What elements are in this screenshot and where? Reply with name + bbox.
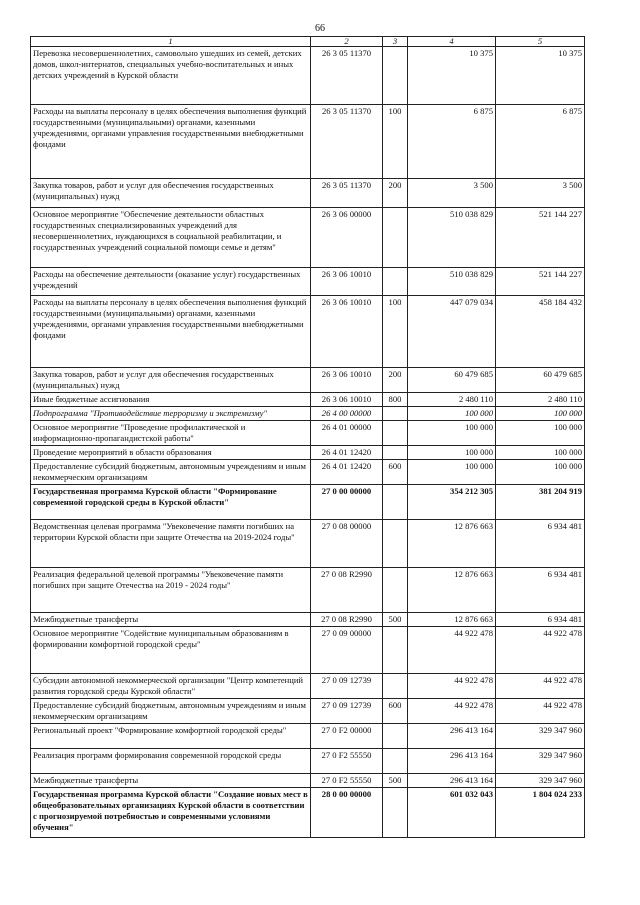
header-col-2: 2 (311, 37, 383, 47)
table-row (31, 368, 585, 393)
row-expense-type: 800 (383, 393, 408, 407)
table-row (31, 421, 585, 446)
row-name: Государственная программа Курской области "Создание новых мест в общеобразовательных организациях Курской области в соответствии с прогнозируемой потребностью и современными условиями обучения" (31, 788, 311, 838)
row-amount-year-2: 44 922 478 (496, 699, 585, 724)
row-name: Региональный проект "Формирование комфортной городской среды" (31, 724, 311, 749)
row-amount-year-1: 354 212 305 (408, 485, 496, 520)
row-code: 26 3 05 11370 (311, 47, 383, 105)
row-amount-year-2: 6 875 (496, 105, 585, 179)
row-amount-year-2: 458 184 432 (496, 296, 585, 368)
row-name: Закупка товаров, работ и услуг для обеспечения государственных (муниципальных) нужд (31, 368, 311, 393)
row-expense-type: 100 (383, 105, 408, 179)
row-expense-type (383, 407, 408, 421)
row-amount-year-1: 12 876 663 (408, 568, 496, 613)
row-amount-year-1: 44 922 478 (408, 699, 496, 724)
row-code: 26 4 01 12420 (311, 460, 383, 485)
row-code: 26 4 00 00000 (311, 407, 383, 421)
row-code: 26 3 06 10010 (311, 368, 383, 393)
table-row (31, 774, 585, 788)
row-expense-type: 600 (383, 699, 408, 724)
row-amount-year-1: 2 480 110 (408, 393, 496, 407)
header-col-4: 4 (408, 37, 496, 47)
row-expense-type: 200 (383, 368, 408, 393)
row-code: 26 3 05 11370 (311, 179, 383, 208)
row-amount-year-2: 329 347 960 (496, 774, 585, 788)
row-name: Основное мероприятие "Проведение профилактической и информационно-пропагандистской работы" (31, 421, 311, 446)
row-expense-type (383, 788, 408, 838)
row-amount-year-2: 1 804 024 233 (496, 788, 585, 838)
row-expense-type (383, 627, 408, 674)
row-amount-year-2: 44 922 478 (496, 674, 585, 699)
row-amount-year-2: 2 480 110 (496, 393, 585, 407)
row-code: 26 3 06 10010 (311, 268, 383, 296)
table-row (31, 699, 585, 724)
row-amount-year-2: 100 000 (496, 407, 585, 421)
row-code: 27 0 09 12739 (311, 699, 383, 724)
row-amount-year-2: 521 144 227 (496, 268, 585, 296)
row-code: 26 3 06 00000 (311, 208, 383, 268)
row-code: 27 0 F2 55550 (311, 774, 383, 788)
row-amount-year-1: 60 479 685 (408, 368, 496, 393)
row-expense-type: 100 (383, 296, 408, 368)
row-amount-year-1: 296 413 164 (408, 749, 496, 774)
row-amount-year-2: 100 000 (496, 421, 585, 446)
row-code: 27 0 08 00000 (311, 520, 383, 568)
row-amount-year-2: 381 204 919 (496, 485, 585, 520)
row-amount-year-1: 10 375 (408, 47, 496, 105)
row-expense-type: 500 (383, 774, 408, 788)
row-amount-year-2: 329 347 960 (496, 724, 585, 749)
row-name: Расходы на выплаты персоналу в целях обеспечения выполнения функций государственными (муниципальными) органами, казенными учреждениями, органами управления государственными внебюджетными фондами (31, 296, 311, 368)
header-col-1: 1 (31, 37, 311, 47)
row-amount-year-2: 329 347 960 (496, 749, 585, 774)
row-name: Предоставление субсидий бюджетным, автономным учреждениям и иным некоммерческим организациям (31, 699, 311, 724)
table-row (31, 485, 585, 520)
row-amount-year-2: 44 922 478 (496, 627, 585, 674)
page-number: 66 (315, 23, 325, 34)
row-name: Проведение мероприятий в области образования (31, 446, 311, 460)
row-amount-year-1: 296 413 164 (408, 724, 496, 749)
row-name: Иные бюджетные ассигнования (31, 393, 311, 407)
header-col-5: 5 (496, 37, 585, 47)
header-row (31, 37, 585, 47)
table-row (31, 788, 585, 838)
row-name: Расходы на выплаты персоналу в целях обеспечения выполнения функций государственными (муниципальными) органами, казенными учреждениями, органами управления государственными внебюджетными фондами (31, 105, 311, 179)
row-amount-year-2: 521 144 227 (496, 208, 585, 268)
row-amount-year-1: 3 500 (408, 179, 496, 208)
row-amount-year-2: 3 500 (496, 179, 585, 208)
row-expense-type (383, 208, 408, 268)
row-amount-year-2: 100 000 (496, 460, 585, 485)
row-code: 27 0 08 R2990 (311, 613, 383, 627)
row-expense-type (383, 674, 408, 699)
row-name: Предоставление субсидий бюджетным, автономным учреждениям и иным некоммерческим организациям (31, 460, 311, 485)
table-row (31, 520, 585, 568)
row-code: 26 4 01 00000 (311, 421, 383, 446)
table-row (31, 393, 585, 407)
row-expense-type (383, 568, 408, 613)
row-amount-year-1: 12 876 663 (408, 613, 496, 627)
row-amount-year-1: 6 875 (408, 105, 496, 179)
row-code: 26 4 01 12420 (311, 446, 383, 460)
row-name: Межбюджетные трансферты (31, 774, 311, 788)
row-amount-year-1: 510 038 829 (408, 268, 496, 296)
row-name: Государственная программа Курской области "Формирование современной городской среды в Курской области" (31, 485, 311, 520)
row-amount-year-1: 100 000 (408, 407, 496, 421)
table-row (31, 179, 585, 208)
table-row (31, 446, 585, 460)
table-row (31, 47, 585, 105)
row-expense-type: 200 (383, 179, 408, 208)
table-row (31, 568, 585, 613)
row-amount-year-1: 296 413 164 (408, 774, 496, 788)
row-amount-year-1: 447 079 034 (408, 296, 496, 368)
table-row (31, 627, 585, 674)
row-amount-year-2: 60 479 685 (496, 368, 585, 393)
row-amount-year-1: 44 922 478 (408, 674, 496, 699)
row-code: 27 0 F2 00000 (311, 724, 383, 749)
row-amount-year-1: 100 000 (408, 446, 496, 460)
row-expense-type: 600 (383, 460, 408, 485)
row-code: 27 0 09 12739 (311, 674, 383, 699)
row-code: 28 0 00 00000 (311, 788, 383, 838)
row-code: 26 3 06 10010 (311, 393, 383, 407)
row-expense-type (383, 446, 408, 460)
row-amount-year-1: 100 000 (408, 460, 496, 485)
row-name: Межбюджетные трансферты (31, 613, 311, 627)
table-row (31, 460, 585, 485)
table-row (31, 613, 585, 627)
row-name: Субсидии автономной некоммерческой организации "Центр компетенций развития городской среды Курской области" (31, 674, 311, 699)
row-code: 26 3 06 10010 (311, 296, 383, 368)
row-name: Закупка товаров, работ и услуг для обеспечения государственных (муниципальных) нужд (31, 179, 311, 208)
row-expense-type (383, 724, 408, 749)
row-name: Основное мероприятие "Содействие муниципальным образованиям в формировании комфортной городской среды" (31, 627, 311, 674)
table-row (31, 749, 585, 774)
row-code: 27 0 08 R2990 (311, 568, 383, 613)
row-amount-year-1: 44 922 478 (408, 627, 496, 674)
table-row (31, 674, 585, 699)
row-code: 26 3 05 11370 (311, 105, 383, 179)
table-row (31, 268, 585, 296)
row-name: Реализация программ формирования современной городской среды (31, 749, 311, 774)
row-expense-type: 500 (383, 613, 408, 627)
row-amount-year-2: 6 934 481 (496, 568, 585, 613)
row-amount-year-2: 6 934 481 (496, 613, 585, 627)
row-expense-type (383, 749, 408, 774)
row-expense-type (383, 520, 408, 568)
row-name: Подпрограмма "Противодействие терроризму и экстремизму" (31, 407, 311, 421)
row-name: Перевозка несовершеннолетних, самовольно ушедших из семей, детских домов, школ-интернатов, специальных учебно-воспитательных и иных детских учреждений в Курской области (31, 47, 311, 105)
row-name: Основное мероприятие "Обеспечение деятельности областных государственных специализированных учреждений для несовершеннолетних, нуждающихся в социальной реабилитации, и государственных учреждений социальной помощи семье и детям" (31, 208, 311, 268)
row-amount-year-1: 601 032 043 (408, 788, 496, 838)
row-expense-type (383, 421, 408, 446)
table-row (31, 407, 585, 421)
row-code: 27 0 F2 55550 (311, 749, 383, 774)
budget-table (30, 36, 585, 838)
table-row (31, 724, 585, 749)
row-name: Ведомственная целевая программа "Увековечение памяти погибших на территории Курской области при защите Отечества на 2019-2024 годы" (31, 520, 311, 568)
table-row (31, 296, 585, 368)
row-code: 27 0 00 00000 (311, 485, 383, 520)
row-amount-year-2: 100 000 (496, 446, 585, 460)
row-amount-year-1: 12 876 663 (408, 520, 496, 568)
row-code: 27 0 09 00000 (311, 627, 383, 674)
row-amount-year-2: 6 934 481 (496, 520, 585, 568)
row-name: Реализация федеральной целевой программы "Увековечение памяти погибших при защите Отечества на 2019 - 2024 годы" (31, 568, 311, 613)
table-row (31, 208, 585, 268)
table-row (31, 105, 585, 179)
row-amount-year-1: 510 038 829 (408, 208, 496, 268)
header-col-3: 3 (383, 37, 408, 47)
row-expense-type (383, 47, 408, 105)
row-amount-year-1: 100 000 (408, 421, 496, 446)
row-amount-year-2: 10 375 (496, 47, 585, 105)
row-expense-type (383, 268, 408, 296)
row-name: Расходы на обеспечение деятельности (оказание услуг) государственных учреждений (31, 268, 311, 296)
row-expense-type (383, 485, 408, 520)
